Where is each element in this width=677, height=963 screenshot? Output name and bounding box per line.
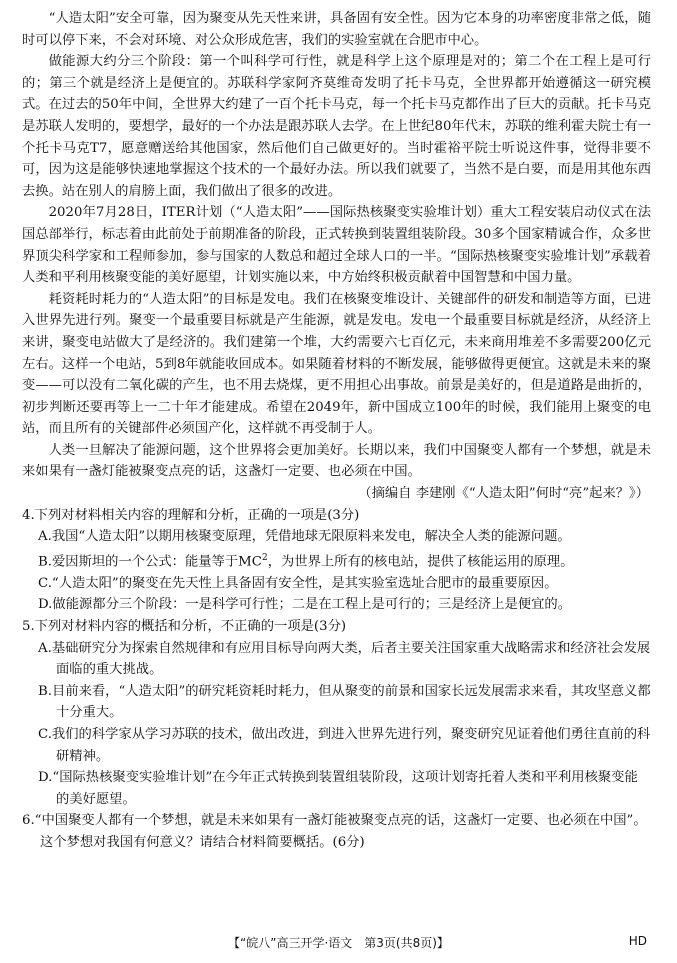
option-b-text-rest: ，为世界上所有的核电站，提供了核能运用的原理。 [267, 554, 574, 570]
option-b-text: B.爱因斯坦的一个公式：能量等于MC [38, 554, 262, 570]
question-5-option-a: A.基础研究分为探索自然规律和有应用目标导向两大类，后者主要关注国家重大战略需求和经济社会发展面临的重大挑战。 [38, 640, 651, 678]
source-citation: （摘编自 李建刚《“人造太阳”何时“亮”起来？》） [358, 486, 649, 502]
paragraph-3: 2020年7月28日，ITER计划（“人造太阳”——国际热核聚变实验堆计划）重大工程安装启动仪式在法国总部举行，标志着由此前处于前期准备的阶段，正式转换到装置组装阶段。30多个国家精诚合作，众多世界顶尖科学家和工程师参加，参与国家的人数总和超过全球人口的一半。“国际热核聚变实验堆计划”承载着人类和平利用核聚变能的美好愿望，计划实施以来，中方始终积极贡献着中国智慧和中国力量。 [22, 205, 651, 286]
superscript-2: 2 [261, 552, 268, 563]
question-4-option-b [22, 548, 651, 573]
paragraph-2: 做能源大约分三个阶段：第一个叫科学可行性，就是科学上这个原理是对的；第二个在工程上是可行的；第三个就是经济上是便宜的。苏联科学家阿齐莫维奇发明了托卡马克，全世界都开始遵循这一研究模式。在过去的50年中间，全世界大约建了一百个托卡马克，每一个托卡马克都作出了巨大的贡献。托卡马克是苏联人发明的，要想学，最好的一个办法是跟苏联人去学。在上世纪80年代末，苏联的维利霍夫院士有一个托卡马克T7，愿意赠送给其他国家，然后他们自己做更好的。当时霍裕平院士听说这件事，觉得非要不可，因为这是能够快速地掌握这个技术的一个最好办法。所以我们就要了，当然不是白要，而是用其他东西去换。站在别人的肩膀上面，我们做出了很多的改进。 [22, 54, 651, 199]
question-5-option-b: B.目前来看，“人造太阳”的研究耗资耗时耗力，但从聚变的前景和国家长远发展需求来看，其攻坚意义都十分重大。 [38, 683, 651, 721]
question-4-stem: 4.下列对材料相关内容的理解和分析，正确的一项是(3分) [22, 507, 360, 523]
question-4 [22, 505, 651, 616]
question-5-stem: 5.下列对材料内容的概括和分析，不正确的一项是(3分) [22, 619, 347, 635]
question-5-option-c: C.我们的科学家从学习苏联的技术，做出改进，到进入世界先进行列，聚变研究见证着他们勇往直前的科研精神。 [38, 727, 651, 764]
footer-page-info: 【“皖八”高三开学·语文 第3页(共8页)】 [228, 936, 449, 950]
question-4-option-d: D.做能源都分三个阶段：一是科学可行性；二是在工程上是可行的；三是经济上是便宜的。 [38, 597, 571, 613]
paragraph-1: “人造太阳”安全可靠，因为聚变从先天性来讲，具备固有安全性。因为它本身的功率密度非常之低，随时可以停下来，不会对环境、对公众形成危害，我们的实验室就在合肥市中心。 [22, 11, 651, 48]
question-6-stem: 6.“中国聚变人都有一个梦想，就是未来如果有一盏灯能被聚变点亮的话，这盏灯一定要、也必须在中国”。这个梦想对我国有何意义？请结合材料简要概括。(6分) [22, 813, 647, 850]
question-4-option-a: A.我国“人造太阳”以期用核聚变原理，凭借地球无限原料来发电，解决全人类的能源问题。 [38, 529, 571, 545]
footer-code: HD [628, 934, 647, 948]
page-footer [0, 931, 677, 953]
question-5 [22, 616, 651, 810]
question-6 [22, 810, 651, 853]
paragraph-4: 耗资耗时耗力的“人造太阳”的目标是发电。我们在核聚变堆设计、关键部件的研发和制造等方面，已进入世界先进行列。聚变一个最重要目标就是产生能源，就是发电。发电一个最重要目标就是经济，从经济上来讲，聚变电站做大了是经济的。我们建第一个堆，大约需要六七百亿元，未来商用堆差不多需要200亿元左右。这样一个电站，5到8年就能收回成本。如果随着材料的不断发展，能够做得更便宜。这就是未来的聚变——可以没有二氧化碳的产生，也不用去烧煤，更不用担心出事故。前景是美好的，但是道路是曲折的，初步判断还要再等上一二十年才能建成。希望在2049年，新中国成立100年的时候，我们能用上聚变的电站，而且所有的关键部件必须国产化，这样就不再受制于人。 [22, 291, 651, 437]
paragraph-5: 人类一旦解决了能源问题，这个世界将会更加美好。长期以来，我们中国聚变人都有一个梦想，就是未来如果有一盏灯能被聚变点亮的话，这盏灯一定要、也必须在中国。 [22, 442, 651, 480]
question-5-option-d: D.“国际热核聚变实验堆计划”在今年正式转换到装置组装阶段，这项计划寄托着人类和平利用核聚变能的美好愿望。 [38, 770, 638, 807]
question-4-option-c: C.“人造太阳”的聚变在先天性上具备固有安全性，是其实验室选址合肥市的最重要原因。 [38, 575, 558, 591]
